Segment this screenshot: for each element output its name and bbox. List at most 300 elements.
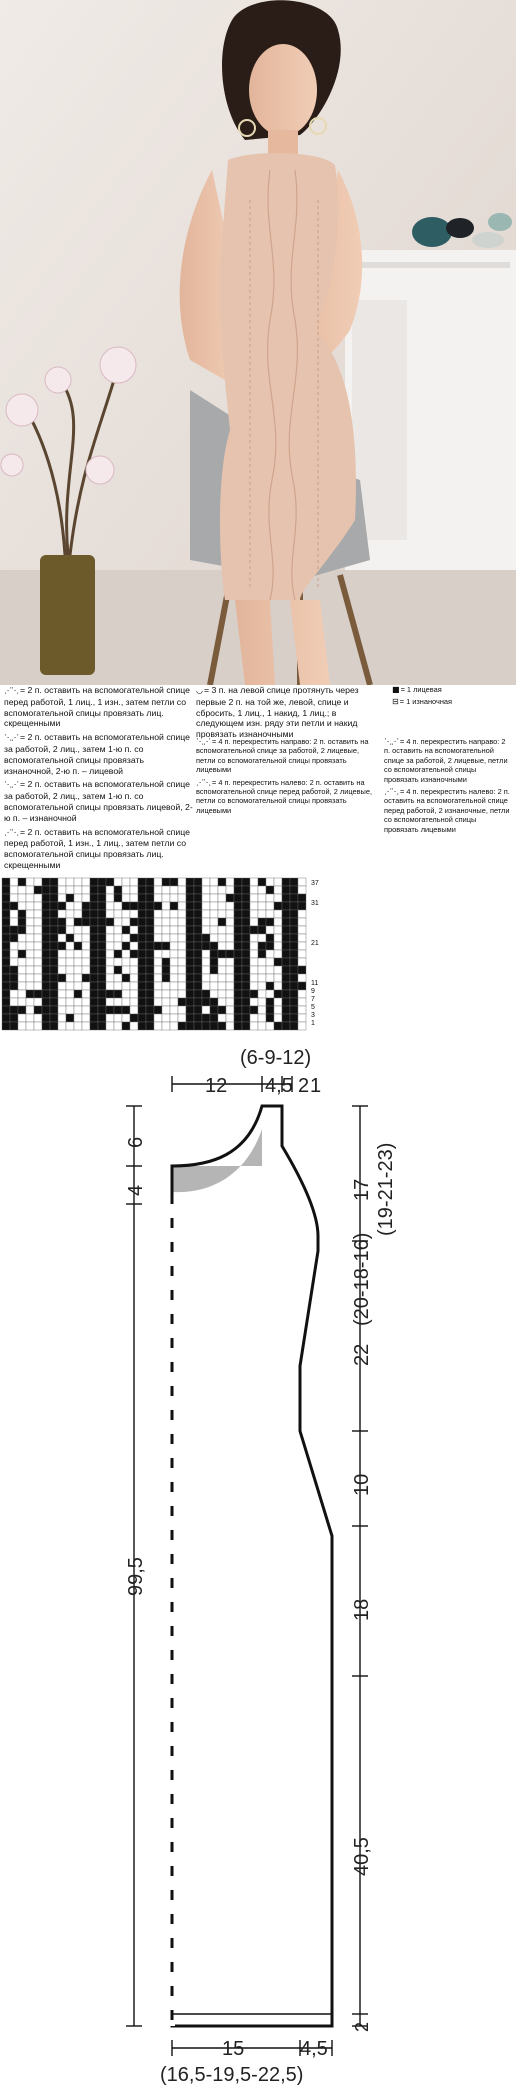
chart-cell bbox=[98, 942, 106, 950]
chart-cell bbox=[234, 926, 242, 934]
chart-cell bbox=[58, 902, 66, 910]
chart-cell bbox=[154, 894, 162, 902]
chart-cell bbox=[122, 910, 130, 918]
chart-cell bbox=[162, 1014, 170, 1022]
legend-item: ⋱⋰ = 4 п. перекрестить направо: 2 п. оставить на вспомогательной спице за работой, 2 лицевые, петли со вспомогательной спицы провязать лицевыми bbox=[196, 737, 369, 775]
chart-cell bbox=[58, 974, 66, 982]
chart-cell bbox=[2, 1014, 10, 1022]
chart-cell bbox=[74, 942, 82, 950]
chart-cell bbox=[210, 1006, 218, 1014]
chart-cell bbox=[82, 966, 90, 974]
chart-cell bbox=[274, 974, 282, 982]
chart-cell bbox=[210, 886, 218, 894]
chart-cell bbox=[98, 1014, 106, 1022]
chart-cell bbox=[146, 942, 154, 950]
chart-cell bbox=[186, 1014, 194, 1022]
chart-cell bbox=[202, 950, 210, 958]
legend-right-top bbox=[392, 685, 512, 710]
chart-cell bbox=[138, 926, 146, 934]
chart-cell bbox=[26, 934, 34, 942]
top-size-label: (6-9-12) bbox=[240, 1047, 312, 1069]
chart-cell bbox=[242, 990, 250, 998]
chart-cell bbox=[194, 982, 202, 990]
chart-cell bbox=[178, 990, 186, 998]
chart-cell bbox=[218, 902, 226, 910]
chart-cell bbox=[98, 886, 106, 894]
chart-cell bbox=[194, 886, 202, 894]
chart-cell bbox=[98, 926, 106, 934]
chart-cell bbox=[90, 990, 98, 998]
chart-cell bbox=[218, 878, 226, 886]
chart-cell bbox=[258, 934, 266, 942]
chart-cell bbox=[154, 1022, 162, 1030]
chart-cell bbox=[258, 974, 266, 982]
chart-cell bbox=[218, 982, 226, 990]
chart-cell bbox=[138, 910, 146, 918]
chart-cell bbox=[210, 910, 218, 918]
chart-cell bbox=[58, 934, 66, 942]
chart-cell bbox=[50, 894, 58, 902]
chart-cell bbox=[122, 950, 130, 958]
chart-cell bbox=[274, 1022, 282, 1030]
chart-cell bbox=[242, 1022, 250, 1030]
chart-cell bbox=[194, 966, 202, 974]
chart-cell bbox=[250, 926, 258, 934]
chart-cell bbox=[226, 958, 234, 966]
chart-cell bbox=[282, 894, 290, 902]
chart-cell bbox=[202, 942, 210, 950]
chart-cell bbox=[274, 958, 282, 966]
chart-cell bbox=[10, 974, 18, 982]
chart-cell bbox=[66, 934, 74, 942]
chart-cell bbox=[98, 974, 106, 982]
legend-middle-small bbox=[196, 737, 378, 818]
chart-cell bbox=[170, 998, 178, 1006]
chart-cell bbox=[210, 934, 218, 942]
chart-cell bbox=[114, 950, 122, 958]
chart-cell bbox=[170, 918, 178, 926]
chart-cell bbox=[274, 910, 282, 918]
chart-cell bbox=[2, 878, 10, 886]
chart-cell bbox=[2, 966, 10, 974]
flower-vase bbox=[40, 555, 95, 675]
chart-cell bbox=[34, 1022, 42, 1030]
dim-neck-shape: 4 bbox=[125, 1184, 147, 1196]
chart-cell bbox=[282, 982, 290, 990]
chart-cell bbox=[154, 982, 162, 990]
chart-cell bbox=[194, 990, 202, 998]
cross-right-icon: ⋱⋰ bbox=[196, 737, 210, 746]
chart-cell bbox=[298, 958, 306, 966]
chart-cell bbox=[50, 982, 58, 990]
chart-cell bbox=[218, 886, 226, 894]
chart-cell bbox=[186, 934, 194, 942]
chart-cell bbox=[298, 950, 306, 958]
chart-cell bbox=[82, 982, 90, 990]
chart-cell bbox=[250, 1022, 258, 1030]
chart-cell bbox=[106, 982, 114, 990]
chart-cell bbox=[194, 1006, 202, 1014]
chart-cell bbox=[178, 1006, 186, 1014]
chart-cell bbox=[122, 934, 130, 942]
chart-cell bbox=[90, 934, 98, 942]
chart-cell bbox=[282, 934, 290, 942]
chart-cell bbox=[98, 950, 106, 958]
chart-cell bbox=[58, 910, 66, 918]
chart-cell bbox=[146, 982, 154, 990]
chart-cell bbox=[74, 998, 82, 1006]
chart-cell bbox=[154, 958, 162, 966]
chart-cell bbox=[74, 926, 82, 934]
chart-cell bbox=[18, 886, 26, 894]
chart-cell bbox=[162, 982, 170, 990]
dim-waist-sizes: (20-18-16) bbox=[351, 1232, 373, 1326]
chart-cell bbox=[178, 934, 186, 942]
chart-cell bbox=[242, 918, 250, 926]
legend-middle bbox=[196, 685, 386, 743]
chart-cell bbox=[258, 894, 266, 902]
chart-cell bbox=[186, 910, 194, 918]
chart-cell bbox=[178, 966, 186, 974]
chart-cell bbox=[202, 894, 210, 902]
chart-cell bbox=[122, 902, 130, 910]
legend-item: ⋱⋰ = 4 п. перекрестить направо: 2 п. оставить на вспомогательной спице за работой, 2 лицевые, петли со вспомогательной спицы провязать изнаночными bbox=[384, 737, 508, 784]
chart-cell bbox=[290, 878, 298, 886]
chart-cell bbox=[2, 950, 10, 958]
chart-cell bbox=[274, 878, 282, 886]
legend-item: ◡ = 3 п. на левой спице протянуть через первые 2 п. на той же, левой, спице и сбросить, 1 лиц., 1 накид, 1 лиц.; в следующем изн. ряду эти петли и накид провязать изнаночными bbox=[196, 685, 359, 740]
chart-cell bbox=[226, 918, 234, 926]
chart-cell bbox=[42, 998, 50, 1006]
chart-cell bbox=[194, 950, 202, 958]
chart-cell bbox=[146, 998, 154, 1006]
dim-neck-depth: 6 bbox=[125, 1136, 147, 1148]
chart-cell bbox=[2, 998, 10, 1006]
chart-cell bbox=[258, 1006, 266, 1014]
chart-cell bbox=[90, 1022, 98, 1030]
chart-cell bbox=[266, 982, 274, 990]
knit-square-icon: ■ bbox=[392, 685, 399, 694]
chart-cell bbox=[170, 950, 178, 958]
chart-cell bbox=[50, 1006, 58, 1014]
dim-hem-side: 4,5 bbox=[300, 2038, 328, 2060]
chart-cell bbox=[194, 910, 202, 918]
chart-cell bbox=[258, 998, 266, 1006]
chart-cell bbox=[170, 974, 178, 982]
chart-cell bbox=[58, 998, 66, 1006]
chart-cell bbox=[162, 902, 170, 910]
chart-cell bbox=[218, 1022, 226, 1030]
chart-cell bbox=[42, 966, 50, 974]
chart-cell bbox=[42, 1014, 50, 1022]
chart-cell bbox=[218, 974, 226, 982]
chart-cell bbox=[82, 974, 90, 982]
chart-cell bbox=[42, 934, 50, 942]
chart-cell bbox=[154, 1014, 162, 1022]
chart-cell bbox=[58, 990, 66, 998]
chart-cell bbox=[90, 926, 98, 934]
chart-cell bbox=[186, 958, 194, 966]
chart-cell bbox=[146, 918, 154, 926]
chart-cell bbox=[258, 878, 266, 886]
chart-cell bbox=[50, 950, 58, 958]
dim-waist-upper: 22 bbox=[351, 1343, 373, 1366]
dim-shoulder: 4,5 bbox=[265, 1075, 293, 1097]
chart-cell bbox=[186, 902, 194, 910]
chart-cell bbox=[106, 950, 114, 958]
chart-cell bbox=[226, 974, 234, 982]
chart-cell bbox=[26, 902, 34, 910]
chart-cell bbox=[274, 1014, 282, 1022]
chart-cell bbox=[130, 950, 138, 958]
chart-cell bbox=[58, 950, 66, 958]
chart-cell bbox=[138, 1014, 146, 1022]
chart-cell bbox=[10, 966, 18, 974]
chart-cell bbox=[290, 902, 298, 910]
chart-cell bbox=[98, 998, 106, 1006]
chart-cell bbox=[234, 910, 242, 918]
chart-cell bbox=[74, 950, 82, 958]
chart-cell bbox=[122, 878, 130, 886]
chart-cell bbox=[34, 998, 42, 1006]
chart-cell bbox=[194, 894, 202, 902]
chart-cell bbox=[258, 966, 266, 974]
chart-cell bbox=[10, 958, 18, 966]
chart-cell bbox=[138, 918, 146, 926]
chart-cell bbox=[42, 902, 50, 910]
chart-cell bbox=[218, 926, 226, 934]
chart-cell bbox=[226, 1014, 234, 1022]
chart-cell bbox=[242, 950, 250, 958]
chart-cell bbox=[26, 950, 34, 958]
chart-cell bbox=[202, 926, 210, 934]
chart-cell bbox=[106, 1006, 114, 1014]
chart-cell bbox=[266, 926, 274, 934]
chart-cell bbox=[10, 942, 18, 950]
legend-item: ⋱⋰ = 2 п. оставить на вспомогательной спице за работой, 2 лиц., затем 1-ю п. со вспомогательной спицы провязать изнаночной, 2-ю п. – лицевой bbox=[4, 732, 190, 776]
chart-cell bbox=[50, 974, 58, 982]
vase bbox=[412, 217, 452, 247]
chart-cell bbox=[298, 918, 306, 926]
chart-cell bbox=[50, 942, 58, 950]
chart-cell bbox=[122, 918, 130, 926]
chart-cell bbox=[66, 950, 74, 958]
chart-cell bbox=[130, 1006, 138, 1014]
chart-cell bbox=[2, 926, 10, 934]
chart-cell bbox=[74, 886, 82, 894]
chart-cell bbox=[74, 934, 82, 942]
chart-cell bbox=[258, 942, 266, 950]
chart-cell bbox=[138, 878, 146, 886]
chart-cell bbox=[42, 958, 50, 966]
chart-cell bbox=[210, 926, 218, 934]
chart-cell bbox=[202, 1014, 210, 1022]
chart-cell bbox=[258, 1022, 266, 1030]
chart-cell bbox=[210, 894, 218, 902]
chart-cell bbox=[66, 886, 74, 894]
chart-cell bbox=[58, 926, 66, 934]
chart-cell bbox=[106, 974, 114, 982]
chart-cell bbox=[202, 934, 210, 942]
chart-cell bbox=[154, 1006, 162, 1014]
chart-cell bbox=[282, 958, 290, 966]
chart-cell bbox=[138, 902, 146, 910]
chart-cell bbox=[154, 942, 162, 950]
chart-cell bbox=[266, 902, 274, 910]
chart-cell bbox=[186, 974, 194, 982]
chart-cell bbox=[130, 942, 138, 950]
chart-cell bbox=[178, 894, 186, 902]
chart-cell bbox=[242, 966, 250, 974]
chart-cell bbox=[90, 894, 98, 902]
chart-cell bbox=[162, 934, 170, 942]
chart-cell bbox=[162, 950, 170, 958]
chart-cell bbox=[266, 950, 274, 958]
chart-cell bbox=[250, 902, 258, 910]
chart-cell bbox=[114, 918, 122, 926]
chart-cell bbox=[154, 950, 162, 958]
chart-cell bbox=[74, 974, 82, 982]
chart-cell bbox=[34, 974, 42, 982]
chart-cell bbox=[194, 902, 202, 910]
chart-cell bbox=[58, 958, 66, 966]
chart-cell bbox=[274, 982, 282, 990]
chart-cell bbox=[26, 982, 34, 990]
chart-cell bbox=[26, 998, 34, 1006]
chart-cell bbox=[50, 902, 58, 910]
chart-cell bbox=[178, 958, 186, 966]
neckline-shading bbox=[172, 1129, 262, 1192]
chart-cell bbox=[250, 966, 258, 974]
chart-cell bbox=[18, 910, 26, 918]
chart-cell bbox=[66, 926, 74, 934]
chart-cell bbox=[98, 982, 106, 990]
chart-cell bbox=[170, 886, 178, 894]
chart-cell bbox=[66, 910, 74, 918]
chart-cell bbox=[50, 910, 58, 918]
chart-cell bbox=[42, 1006, 50, 1014]
chart-cell bbox=[186, 990, 194, 998]
dim-armhole-sizes: (19-21-23) bbox=[375, 1142, 397, 1236]
chart-cell bbox=[290, 998, 298, 1006]
chart-cell bbox=[258, 902, 266, 910]
chart-cell bbox=[2, 894, 10, 902]
chart-cell bbox=[274, 966, 282, 974]
chart-cell bbox=[242, 982, 250, 990]
chart-cell bbox=[10, 990, 18, 998]
chart-cell bbox=[178, 942, 186, 950]
chart-cell bbox=[98, 918, 106, 926]
chart-cell bbox=[226, 998, 234, 1006]
chart-cell bbox=[290, 1014, 298, 1022]
chart-cell bbox=[226, 990, 234, 998]
chart-cell bbox=[130, 990, 138, 998]
chart-cell bbox=[290, 926, 298, 934]
chart-cell bbox=[178, 886, 186, 894]
chart-cell bbox=[194, 974, 202, 982]
chart-cell bbox=[242, 894, 250, 902]
chart-cell bbox=[74, 958, 82, 966]
chart-cell bbox=[170, 878, 178, 886]
chart-cell bbox=[290, 934, 298, 942]
chart-cell bbox=[162, 998, 170, 1006]
chart-cell bbox=[130, 958, 138, 966]
chart-cell bbox=[282, 878, 290, 886]
chart-cell bbox=[186, 950, 194, 958]
chart-cell bbox=[122, 1006, 130, 1014]
chart-cell bbox=[162, 918, 170, 926]
chart-cell bbox=[90, 910, 98, 918]
chart-cell bbox=[178, 950, 186, 958]
chart-cell bbox=[66, 918, 74, 926]
chart-cell bbox=[162, 1006, 170, 1014]
chart-cell bbox=[154, 926, 162, 934]
chart-cell bbox=[58, 878, 66, 886]
chart-cell bbox=[146, 1014, 154, 1022]
chart-cell bbox=[2, 942, 10, 950]
chart-cell bbox=[298, 934, 306, 942]
chart-cell bbox=[154, 966, 162, 974]
chart-cell bbox=[58, 982, 66, 990]
chart-cell bbox=[242, 998, 250, 1006]
chart-cell bbox=[186, 894, 194, 902]
chart-cell bbox=[114, 1006, 122, 1014]
chart-cell bbox=[186, 982, 194, 990]
chart-cell bbox=[258, 958, 266, 966]
dim-waist: 10 bbox=[351, 1473, 373, 1496]
chart-cell bbox=[242, 934, 250, 942]
chart-cell bbox=[10, 1022, 18, 1030]
chart-cell bbox=[90, 886, 98, 894]
chart-cell bbox=[282, 950, 290, 958]
chart-cell bbox=[98, 902, 106, 910]
chart-cell bbox=[186, 998, 194, 1006]
chart-cell bbox=[106, 1022, 114, 1030]
chart-cell bbox=[74, 1022, 82, 1030]
chart-cell bbox=[186, 918, 194, 926]
chart-cell bbox=[50, 1022, 58, 1030]
chart-cell bbox=[122, 886, 130, 894]
chart-cell bbox=[138, 998, 146, 1006]
chart-cell bbox=[178, 998, 186, 1006]
chart-cell bbox=[50, 878, 58, 886]
chart-cell bbox=[154, 902, 162, 910]
chart-cell bbox=[274, 918, 282, 926]
dim-hem-width: 15 bbox=[222, 2038, 245, 2060]
chart-cell bbox=[274, 934, 282, 942]
chart-cell bbox=[250, 1006, 258, 1014]
chart-cell bbox=[266, 942, 274, 950]
chart-cell bbox=[90, 942, 98, 950]
chart-cell bbox=[226, 926, 234, 934]
chart-cell bbox=[130, 918, 138, 926]
chart-cell bbox=[210, 878, 218, 886]
chart-cell bbox=[266, 886, 274, 894]
chart-cell bbox=[298, 982, 306, 990]
chart-cell bbox=[250, 934, 258, 942]
chart-cell bbox=[90, 998, 98, 1006]
chart-cell bbox=[114, 966, 122, 974]
chart-cell bbox=[50, 998, 58, 1006]
chart-cell bbox=[210, 974, 218, 982]
chart-cell bbox=[258, 990, 266, 998]
chart-cell bbox=[170, 990, 178, 998]
chart-cell bbox=[210, 1014, 218, 1022]
chart-cell bbox=[58, 966, 66, 974]
chart-cell bbox=[170, 1014, 178, 1022]
chart-cell bbox=[226, 878, 234, 886]
chart-cell bbox=[106, 910, 114, 918]
